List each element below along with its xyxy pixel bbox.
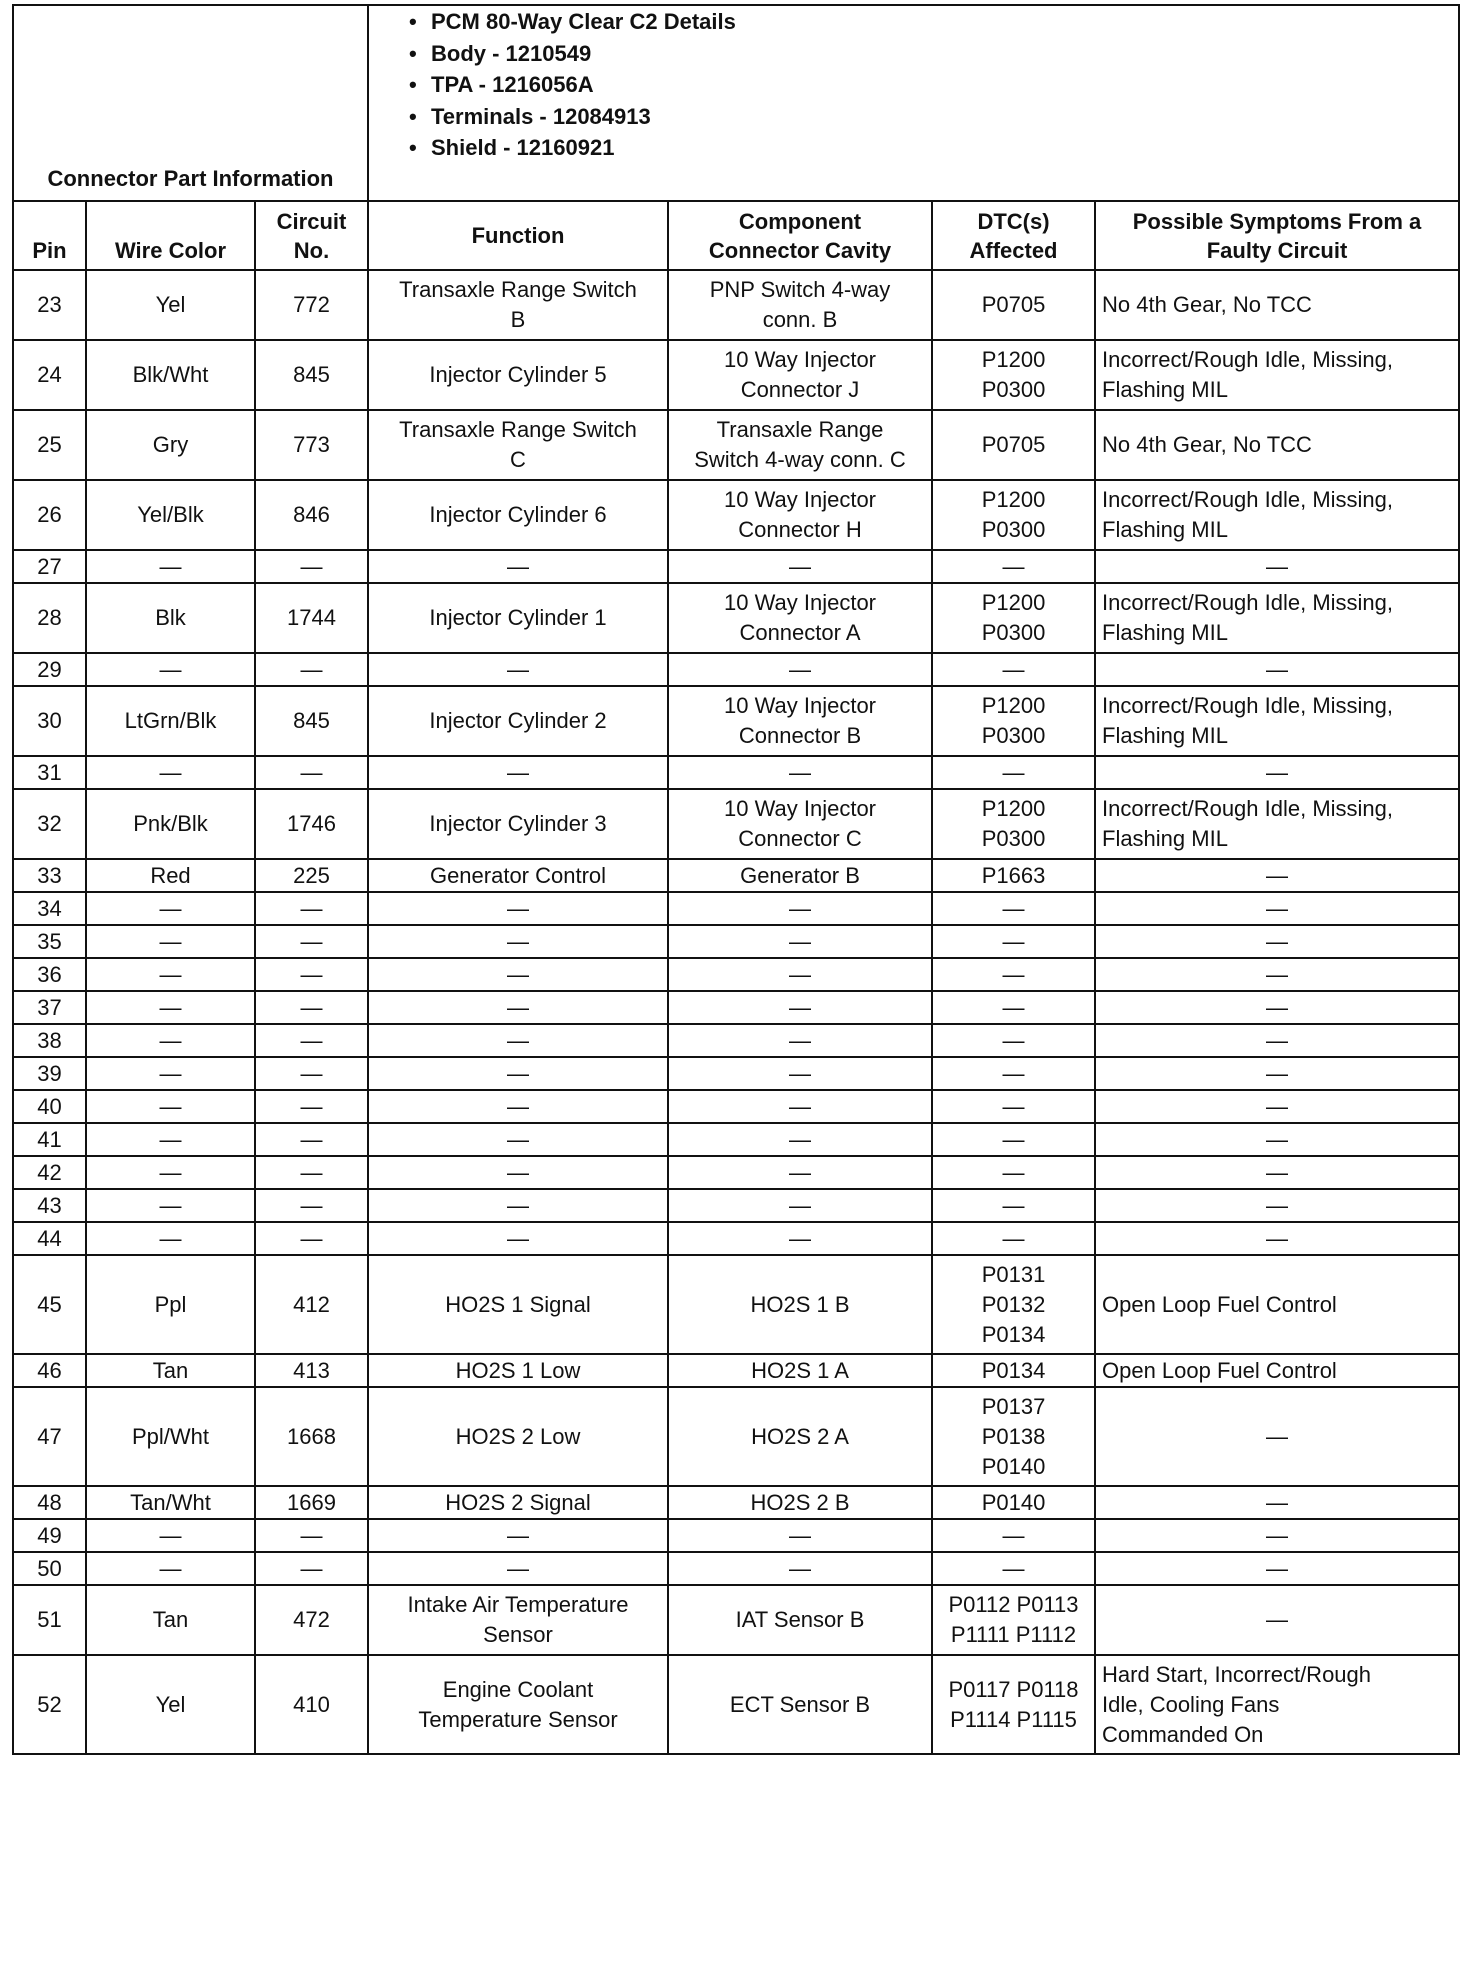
table-row [13, 1024, 1459, 1057]
function-cell: Injector Cylinder 2 [368, 686, 668, 756]
dtc-cell: P0117 P0118 P1114 P1115 [932, 1655, 1095, 1754]
pin-cell: 33 [13, 859, 86, 892]
table-row [13, 1519, 1459, 1552]
circuit-no-cell: 410 [255, 1655, 368, 1754]
function-cell: — [368, 1519, 668, 1552]
symptom-cell: — [1095, 1057, 1459, 1090]
wire-color-cell: — [86, 653, 255, 686]
wire-color-cell: — [86, 1090, 255, 1123]
pin-cell: 44 [13, 1222, 86, 1255]
symptom-cell: Open Loop Fuel Control [1095, 1354, 1459, 1387]
connector-info-row [13, 5, 1459, 201]
circuit-no-cell: 1669 [255, 1486, 368, 1519]
connector-cavity-cell: PNP Switch 4-way conn. B [668, 270, 932, 340]
symptom-cell: Hard Start, Incorrect/Rough Idle, Cooling Fans Commanded On [1095, 1655, 1459, 1754]
dtc-cell: P0137 P0138 P0140 [932, 1387, 1095, 1486]
wire-color-cell: — [86, 991, 255, 1024]
table-row [13, 756, 1459, 789]
pin-cell: 39 [13, 1057, 86, 1090]
pin-cell: 30 [13, 686, 86, 756]
circuit-no-cell: 413 [255, 1354, 368, 1387]
connector-cavity-cell: ECT Sensor B [668, 1655, 932, 1754]
circuit-no-cell: 1746 [255, 789, 368, 859]
function-cell: HO2S 2 Low [368, 1387, 668, 1486]
connector-cavity-cell: 10 Way Injector Connector B [668, 686, 932, 756]
header-wire-color: Wire Color [86, 201, 255, 270]
connector-cavity-cell: — [668, 1057, 932, 1090]
function-cell: Injector Cylinder 5 [368, 340, 668, 410]
wire-color-cell: — [86, 1057, 255, 1090]
table-row [13, 991, 1459, 1024]
function-cell: HO2S 1 Low [368, 1354, 668, 1387]
connector-cavity-cell: — [668, 991, 932, 1024]
circuit-no-cell: 845 [255, 340, 368, 410]
pin-cell: 42 [13, 1156, 86, 1189]
circuit-no-cell: — [255, 958, 368, 991]
function-cell: Injector Cylinder 3 [368, 789, 668, 859]
wire-color-cell: — [86, 1156, 255, 1189]
wire-color-cell: Yel [86, 270, 255, 340]
symptom-cell: Incorrect/Rough Idle, Missing, Flashing MIL [1095, 789, 1459, 859]
connector-info-item: • Body - 1210549 [409, 38, 1458, 70]
wire-color-cell: Ppl/Wht [86, 1387, 255, 1486]
pin-cell: 34 [13, 892, 86, 925]
pin-cell: 51 [13, 1585, 86, 1655]
column-header-row [13, 201, 1459, 270]
header-circuit-no: Circuit No. [255, 201, 368, 270]
connector-cavity-cell: — [668, 925, 932, 958]
function-cell: — [368, 1090, 668, 1123]
dtc-cell: — [932, 1057, 1095, 1090]
symptom-cell: — [1095, 1090, 1459, 1123]
wire-color-cell: — [86, 1222, 255, 1255]
table-row [13, 1156, 1459, 1189]
pin-cell: 26 [13, 480, 86, 550]
dtc-cell: — [932, 1222, 1095, 1255]
dtc-cell: P0705 [932, 410, 1095, 480]
wire-color-cell: Tan [86, 1354, 255, 1387]
symptom-cell: — [1095, 1156, 1459, 1189]
circuit-no-cell: — [255, 653, 368, 686]
dtc-cell: — [932, 1024, 1095, 1057]
dtc-cell: — [932, 1090, 1095, 1123]
symptom-cell: Incorrect/Rough Idle, Missing, Flashing MIL [1095, 480, 1459, 550]
table-row [13, 1090, 1459, 1123]
symptom-cell: — [1095, 1552, 1459, 1585]
connector-cavity-cell: HO2S 2 A [668, 1387, 932, 1486]
symptom-cell: — [1095, 1123, 1459, 1156]
dtc-cell: P1200 P0300 [932, 480, 1095, 550]
table-row [13, 958, 1459, 991]
circuit-no-cell: — [255, 1222, 368, 1255]
table-row [13, 892, 1459, 925]
dtc-cell: P0705 [932, 270, 1095, 340]
function-cell: HO2S 2 Signal [368, 1486, 668, 1519]
table-row [13, 340, 1459, 410]
table-row [13, 480, 1459, 550]
header-connector-cavity: Component Connector Cavity [668, 201, 932, 270]
table-row [13, 583, 1459, 653]
connector-info-label: Connector Part Information [13, 5, 368, 201]
symptom-cell: — [1095, 1024, 1459, 1057]
dtc-cell: — [932, 756, 1095, 789]
circuit-no-cell: 772 [255, 270, 368, 340]
header-dtc-affected: DTC(s) Affected [932, 201, 1095, 270]
function-cell: — [368, 653, 668, 686]
dtc-cell: — [932, 958, 1095, 991]
function-cell: Injector Cylinder 6 [368, 480, 668, 550]
pin-cell: 49 [13, 1519, 86, 1552]
function-cell: — [368, 1222, 668, 1255]
dtc-cell: — [932, 1552, 1095, 1585]
pin-cell: 37 [13, 991, 86, 1024]
function-cell: — [368, 925, 668, 958]
table-row [13, 1189, 1459, 1222]
dtc-cell: — [932, 991, 1095, 1024]
function-cell: — [368, 1189, 668, 1222]
table-row [13, 1486, 1459, 1519]
wire-color-cell: — [86, 756, 255, 789]
function-cell: — [368, 1057, 668, 1090]
connector-cavity-cell: 10 Way Injector Connector C [668, 789, 932, 859]
pin-cell: 23 [13, 270, 86, 340]
wire-color-cell: Red [86, 859, 255, 892]
pinout-document [12, 4, 1458, 1755]
header-possible-symptoms: Possible Symptoms From a Faulty Circuit [1095, 201, 1459, 270]
table-row [13, 925, 1459, 958]
wire-color-cell: LtGrn/Blk [86, 686, 255, 756]
table-row [13, 686, 1459, 756]
function-cell: HO2S 1 Signal [368, 1255, 668, 1354]
connector-cavity-cell: HO2S 1 B [668, 1255, 932, 1354]
connector-cavity-cell: 10 Way Injector Connector A [668, 583, 932, 653]
connector-cavity-cell: HO2S 1 A [668, 1354, 932, 1387]
function-cell: Injector Cylinder 1 [368, 583, 668, 653]
dtc-cell: — [932, 550, 1095, 583]
table-row [13, 859, 1459, 892]
connector-cavity-cell: — [668, 1519, 932, 1552]
pin-cell: 29 [13, 653, 86, 686]
connector-cavity-cell: Transaxle Range Switch 4-way conn. C [668, 410, 932, 480]
symptom-cell: — [1095, 925, 1459, 958]
connector-cavity-cell: 10 Way Injector Connector H [668, 480, 932, 550]
circuit-no-cell: — [255, 550, 368, 583]
dtc-cell: P1663 [932, 859, 1095, 892]
symptom-cell: — [1095, 1486, 1459, 1519]
wire-color-cell: Tan/Wht [86, 1486, 255, 1519]
pin-cell: 31 [13, 756, 86, 789]
table-row [13, 410, 1459, 480]
dtc-cell: P0131 P0132 P0134 [932, 1255, 1095, 1354]
wire-color-cell: — [86, 958, 255, 991]
connector-cavity-cell: — [668, 1222, 932, 1255]
connector-cavity-cell: 10 Way Injector Connector J [668, 340, 932, 410]
wire-color-cell: Tan [86, 1585, 255, 1655]
wire-color-cell: — [86, 1189, 255, 1222]
symptom-cell: — [1095, 1189, 1459, 1222]
dtc-cell: — [932, 925, 1095, 958]
connector-cavity-cell: — [668, 1552, 932, 1585]
function-cell: — [368, 1156, 668, 1189]
connector-cavity-cell: — [668, 756, 932, 789]
pin-cell: 40 [13, 1090, 86, 1123]
wire-color-cell: — [86, 1024, 255, 1057]
circuit-no-cell: 472 [255, 1585, 368, 1655]
circuit-no-cell: — [255, 991, 368, 1024]
pin-cell: 52 [13, 1655, 86, 1754]
circuit-no-cell: — [255, 1156, 368, 1189]
function-cell: Engine Coolant Temperature Sensor [368, 1655, 668, 1754]
connector-info-item: • Shield - 12160921 [409, 132, 1458, 164]
circuit-no-cell: — [255, 1057, 368, 1090]
circuit-no-cell: 1744 [255, 583, 368, 653]
connector-info-item: • PCM 80-Way Clear C2 Details [409, 6, 1458, 38]
connector-cavity-cell: — [668, 653, 932, 686]
table-row [13, 1222, 1459, 1255]
connector-cavity-cell: — [668, 1090, 932, 1123]
pin-cell: 24 [13, 340, 86, 410]
table-row [13, 1387, 1459, 1486]
circuit-no-cell: — [255, 925, 368, 958]
pin-cell: 41 [13, 1123, 86, 1156]
connector-info-item: • Terminals - 12084913 [409, 101, 1458, 133]
function-cell: Intake Air Temperature Sensor [368, 1585, 668, 1655]
connector-cavity-cell: — [668, 1156, 932, 1189]
function-cell: — [368, 1552, 668, 1585]
symptom-cell: Open Loop Fuel Control [1095, 1255, 1459, 1354]
dtc-cell: P1200 P0300 [932, 340, 1095, 410]
dtc-cell: P0134 [932, 1354, 1095, 1387]
connector-cavity-cell: — [668, 1123, 932, 1156]
pin-cell: 48 [13, 1486, 86, 1519]
circuit-no-cell: 1668 [255, 1387, 368, 1486]
table-row [13, 653, 1459, 686]
symptom-cell: Incorrect/Rough Idle, Missing, Flashing MIL [1095, 583, 1459, 653]
pin-cell: 45 [13, 1255, 86, 1354]
dtc-cell: P1200 P0300 [932, 686, 1095, 756]
connector-info-item: • TPA - 1216056A [409, 69, 1458, 101]
wire-color-cell: — [86, 1123, 255, 1156]
connector-cavity-cell: IAT Sensor B [668, 1585, 932, 1655]
function-cell: Transaxle Range Switch C [368, 410, 668, 480]
function-cell: — [368, 1024, 668, 1057]
pinout-table-body [13, 5, 1459, 1754]
table-row [13, 1255, 1459, 1354]
symptom-cell: — [1095, 653, 1459, 686]
dtc-cell: P0112 P0113 P1111 P1112 [932, 1585, 1095, 1655]
circuit-no-cell: — [255, 756, 368, 789]
symptom-cell: — [1095, 1222, 1459, 1255]
circuit-no-cell: — [255, 1189, 368, 1222]
circuit-no-cell: — [255, 1552, 368, 1585]
connector-cavity-cell: — [668, 958, 932, 991]
symptom-cell: — [1095, 859, 1459, 892]
pin-cell: 27 [13, 550, 86, 583]
pin-cell: 38 [13, 1024, 86, 1057]
connector-cavity-cell: — [668, 1024, 932, 1057]
dtc-cell: P0140 [932, 1486, 1095, 1519]
connector-cavity-cell: HO2S 2 B [668, 1486, 932, 1519]
connector-cavity-cell: — [668, 550, 932, 583]
table-row [13, 1552, 1459, 1585]
symptom-cell: — [1095, 991, 1459, 1024]
connector-cavity-cell: — [668, 892, 932, 925]
function-cell: — [368, 991, 668, 1024]
wire-color-cell: Pnk/Blk [86, 789, 255, 859]
dtc-cell: — [932, 1519, 1095, 1552]
circuit-no-cell: 845 [255, 686, 368, 756]
wire-color-cell: Blk/Wht [86, 340, 255, 410]
circuit-no-cell: 846 [255, 480, 368, 550]
header-pin: Pin [13, 201, 86, 270]
symptom-cell: — [1095, 958, 1459, 991]
table-row [13, 1354, 1459, 1387]
pinout-table [12, 4, 1460, 1755]
circuit-no-cell: — [255, 1024, 368, 1057]
circuit-no-cell: — [255, 1519, 368, 1552]
symptom-cell: Incorrect/Rough Idle, Missing, Flashing MIL [1095, 686, 1459, 756]
symptom-cell: — [1095, 1585, 1459, 1655]
symptom-cell: — [1095, 550, 1459, 583]
symptom-cell: Incorrect/Rough Idle, Missing, Flashing MIL [1095, 340, 1459, 410]
wire-color-cell: Yel [86, 1655, 255, 1754]
connector-cavity-cell: — [668, 1189, 932, 1222]
connector-info-details [368, 5, 1459, 201]
table-row [13, 1123, 1459, 1156]
wire-color-cell: — [86, 892, 255, 925]
dtc-cell: P1200 P0300 [932, 583, 1095, 653]
circuit-no-cell: 773 [255, 410, 368, 480]
pin-cell: 32 [13, 789, 86, 859]
circuit-no-cell: — [255, 1123, 368, 1156]
pin-cell: 43 [13, 1189, 86, 1222]
symptom-cell: No 4th Gear, No TCC [1095, 410, 1459, 480]
function-cell: — [368, 756, 668, 789]
function-cell: — [368, 958, 668, 991]
wire-color-cell: — [86, 550, 255, 583]
symptom-cell: — [1095, 892, 1459, 925]
pin-cell: 50 [13, 1552, 86, 1585]
dtc-cell: — [932, 1123, 1095, 1156]
pin-cell: 36 [13, 958, 86, 991]
circuit-no-cell: — [255, 1090, 368, 1123]
symptom-cell: — [1095, 1519, 1459, 1552]
pin-cell: 28 [13, 583, 86, 653]
dtc-cell: — [932, 1156, 1095, 1189]
pin-cell: 46 [13, 1354, 86, 1387]
pin-cell: 25 [13, 410, 86, 480]
connector-cavity-cell: Generator B [668, 859, 932, 892]
wire-color-cell: Ppl [86, 1255, 255, 1354]
symptom-cell: — [1095, 1387, 1459, 1486]
wire-color-cell: — [86, 1519, 255, 1552]
table-row [13, 789, 1459, 859]
dtc-cell: — [932, 653, 1095, 686]
dtc-cell: — [932, 1189, 1095, 1222]
table-row [13, 1057, 1459, 1090]
wire-color-cell: — [86, 925, 255, 958]
function-cell: — [368, 550, 668, 583]
function-cell: Generator Control [368, 859, 668, 892]
wire-color-cell: Yel/Blk [86, 480, 255, 550]
table-row [13, 1585, 1459, 1655]
table-row [13, 270, 1459, 340]
wire-color-cell: Gry [86, 410, 255, 480]
dtc-cell: P1200 P0300 [932, 789, 1095, 859]
function-cell: — [368, 892, 668, 925]
header-function: Function [368, 201, 668, 270]
circuit-no-cell: 225 [255, 859, 368, 892]
pin-cell: 35 [13, 925, 86, 958]
circuit-no-cell: — [255, 892, 368, 925]
function-cell: Transaxle Range Switch B [368, 270, 668, 340]
wire-color-cell: Blk [86, 583, 255, 653]
circuit-no-cell: 412 [255, 1255, 368, 1354]
table-row [13, 1655, 1459, 1754]
dtc-cell: — [932, 892, 1095, 925]
symptom-cell: No 4th Gear, No TCC [1095, 270, 1459, 340]
wire-color-cell: — [86, 1552, 255, 1585]
pin-cell: 47 [13, 1387, 86, 1486]
symptom-cell: — [1095, 756, 1459, 789]
function-cell: — [368, 1123, 668, 1156]
table-row [13, 550, 1459, 583]
